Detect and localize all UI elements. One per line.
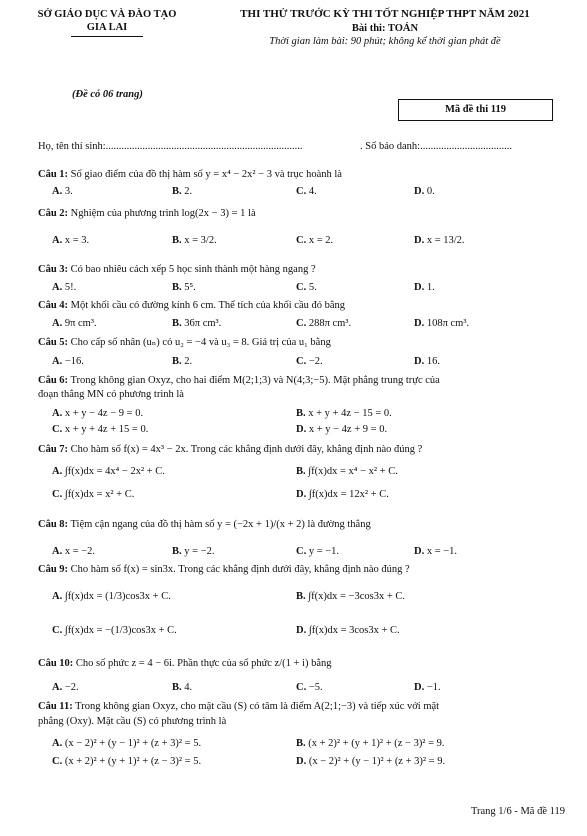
answer-a: A. (x − 2)² + (y − 1)² + (z + 3)² = 5. [52,738,202,749]
exam-time: Thời gian làm bài: 90 phút; không kể thời gian phát đề [269,35,501,47]
answer-d: D. 16. [414,356,440,367]
answer-b: B. 2. [172,186,193,197]
question-label: Câu 11: [38,701,73,712]
question-label: Câu 3: [38,264,69,275]
question-label: Câu 1: [38,169,69,180]
question-label: Câu 2: [38,208,69,219]
question-11-line2: phẳng (Oxy). Mặt cầu (S) có phương trình là [38,716,227,727]
question-text: Nghiệm của phương trình log(2x − 3) = 1 là [70,208,256,219]
question-label: Câu 8: [38,519,69,530]
question-text: Cho số phức z = 4 − 6i. Phần thực của số phức z/(1 + i) bằng [75,658,332,669]
answer-d: D. 1. [414,282,435,293]
answer-c: C. −5. [296,682,323,693]
answer-d: D. −1. [414,682,441,693]
question-text: Tiệm cận ngang của đồ thị hàm số y = (−2x + 1)/(x + 2) là đường thẳng [70,519,371,530]
answer-a: A. −2. [52,682,79,693]
question-8 [38,518,371,531]
pages-note: (Đề có 06 trang) [72,89,143,100]
answer-d: D. 0. [414,186,435,197]
question-text: Cho cấp số nhân (uₙ) có u₂ = −4 và u₃ = 8. Giá trị của u₁ bằng [70,337,331,348]
answer-a: A. x = −2. [52,546,96,557]
question-label: Câu 7: [38,444,69,455]
answer-d: D. (x − 2)² + (y − 1)² + (z + 3)² = 9. [296,756,446,767]
answer-a: A. ∫f(x)dx = 4x⁴ − 2x² + C. [52,466,165,477]
question-4 [38,299,345,312]
exam-header [200,8,570,48]
answer-c: C. x + y + 4z + 15 = 0. [52,424,149,435]
student-name-line: Họ, tên thí sinh:........................................................................... [38,141,303,152]
answer-c: C. ∫f(x)dx = x² + C. [52,489,135,500]
answer-a: A. x + y − 4z − 9 = 0. [52,408,144,419]
page-footer: Trang 1/6 - Mã đề 119 [470,806,565,817]
question-6-line2: đoạn thẳng MN có phương trình là [38,389,184,400]
answer-b: B. 2. [172,356,193,367]
answer-a: A. 3. [52,186,73,197]
question-1 [38,168,342,181]
answer-c: C. y = −1. [296,546,340,557]
question-9 [38,563,410,576]
answer-d: D. ∫f(x)dx = 3cos3x + C. [296,625,400,636]
question-6 [38,374,440,387]
question-7 [38,443,422,456]
answer-d: D. ∫f(x)dx = 12x² + C. [296,489,389,500]
answer-b: B. 36π cm³. [172,318,222,329]
question-10 [38,657,332,670]
question-5 [38,336,331,349]
answer-c: C. 5. [296,282,317,293]
answer-b: B. (x + 2)² + (y + 1)² + (z − 3)² = 9. [296,738,445,749]
answer-b: B. x = 3/2. [172,235,217,246]
question-3 [38,263,316,276]
question-11 [38,700,439,713]
answer-c: C. −2. [296,356,323,367]
exam-title: THI THỬ TRƯỚC KỲ THI TỐT NGHIỆP THPT NĂM 2021 [240,8,530,20]
student-number-line: . Số báo danh:................................... [360,141,512,152]
question-text: Cho hàm số f(x) = 4x³ − 2x. Trong các khẳng định dưới đây, khẳng định nào đúng ? [70,444,423,455]
answer-a: A. ∫f(x)dx = (1/3)cos3x + C. [52,591,171,602]
question-text: Trong không gian Oxyz, cho mặt cầu (S) có tâm là điểm A(2;1;−3) và tiếp xúc với mặt [75,701,440,712]
answer-d: D. x = 13/2. [414,235,465,246]
answer-c: C. 288π cm³. [296,318,352,329]
answer-a: A. −16. [52,356,84,367]
answer-c: C. 4. [296,186,317,197]
question-text: Cho hàm số f(x) = sin3x. Trong các khẳng định dưới đây, khẳng định nào đúng ? [70,564,410,575]
header-underline [71,36,143,37]
exam-code-box: Mã đề thi 119 [398,99,553,121]
question-text: Một khối cầu có đường kính 6 cm. Thể tích của khối cầu đó bằng [70,300,346,311]
department-header [22,8,192,37]
answer-b: B. ∫f(x)dx = −3cos3x + C. [296,591,406,602]
question-text: Có bao nhiêu cách xếp 5 học sinh thành một hàng ngang ? [70,264,316,275]
question-label: Câu 5: [38,337,69,348]
exam-subject: Bài thi: TOÁN [351,22,419,34]
answer-a: A. x = 3. [52,235,90,246]
department-line1: SỞ GIÁO DỤC VÀ ĐÀO TẠO [37,9,177,20]
question-text: Trong không gian Oxyz, cho hai điểm M(2;1;3) và N(4;3;−5). Mặt phẳng trung trực của [70,375,440,386]
answer-b: B. y = −2. [172,546,215,557]
question-2 [38,207,256,220]
question-text: Số giao điểm của đồ thị hàm số y = x⁴ − 2x² − 3 và trục hoành là [70,169,342,180]
answer-b: B. ∫f(x)dx = x⁴ − x² + C. [296,466,398,477]
question-label: Câu 6: [38,375,69,386]
question-label: Câu 10: [38,658,74,669]
answer-b: B. 4. [172,682,193,693]
answer-d: D. x = −1. [414,546,458,557]
answer-c: C. x = 2. [296,235,334,246]
answer-a: A. 5!. [52,282,77,293]
question-label: Câu 9: [38,564,69,575]
answer-c: C. ∫f(x)dx = −(1/3)cos3x + C. [52,625,177,636]
department-line2: GIA LAI [86,22,128,34]
answer-b: B. 5⁵. [172,282,196,293]
answer-a: A. 9π cm³. [52,318,97,329]
question-label: Câu 4: [38,300,69,311]
answer-b: B. x + y + 4z − 15 = 0. [296,408,392,419]
answer-d: D. 108π cm³. [414,318,470,329]
answer-d: D. x + y − 4z + 9 = 0. [296,424,388,435]
answer-c: C. (x + 2)² + (y + 1)² + (z − 3)² = 5. [52,756,202,767]
